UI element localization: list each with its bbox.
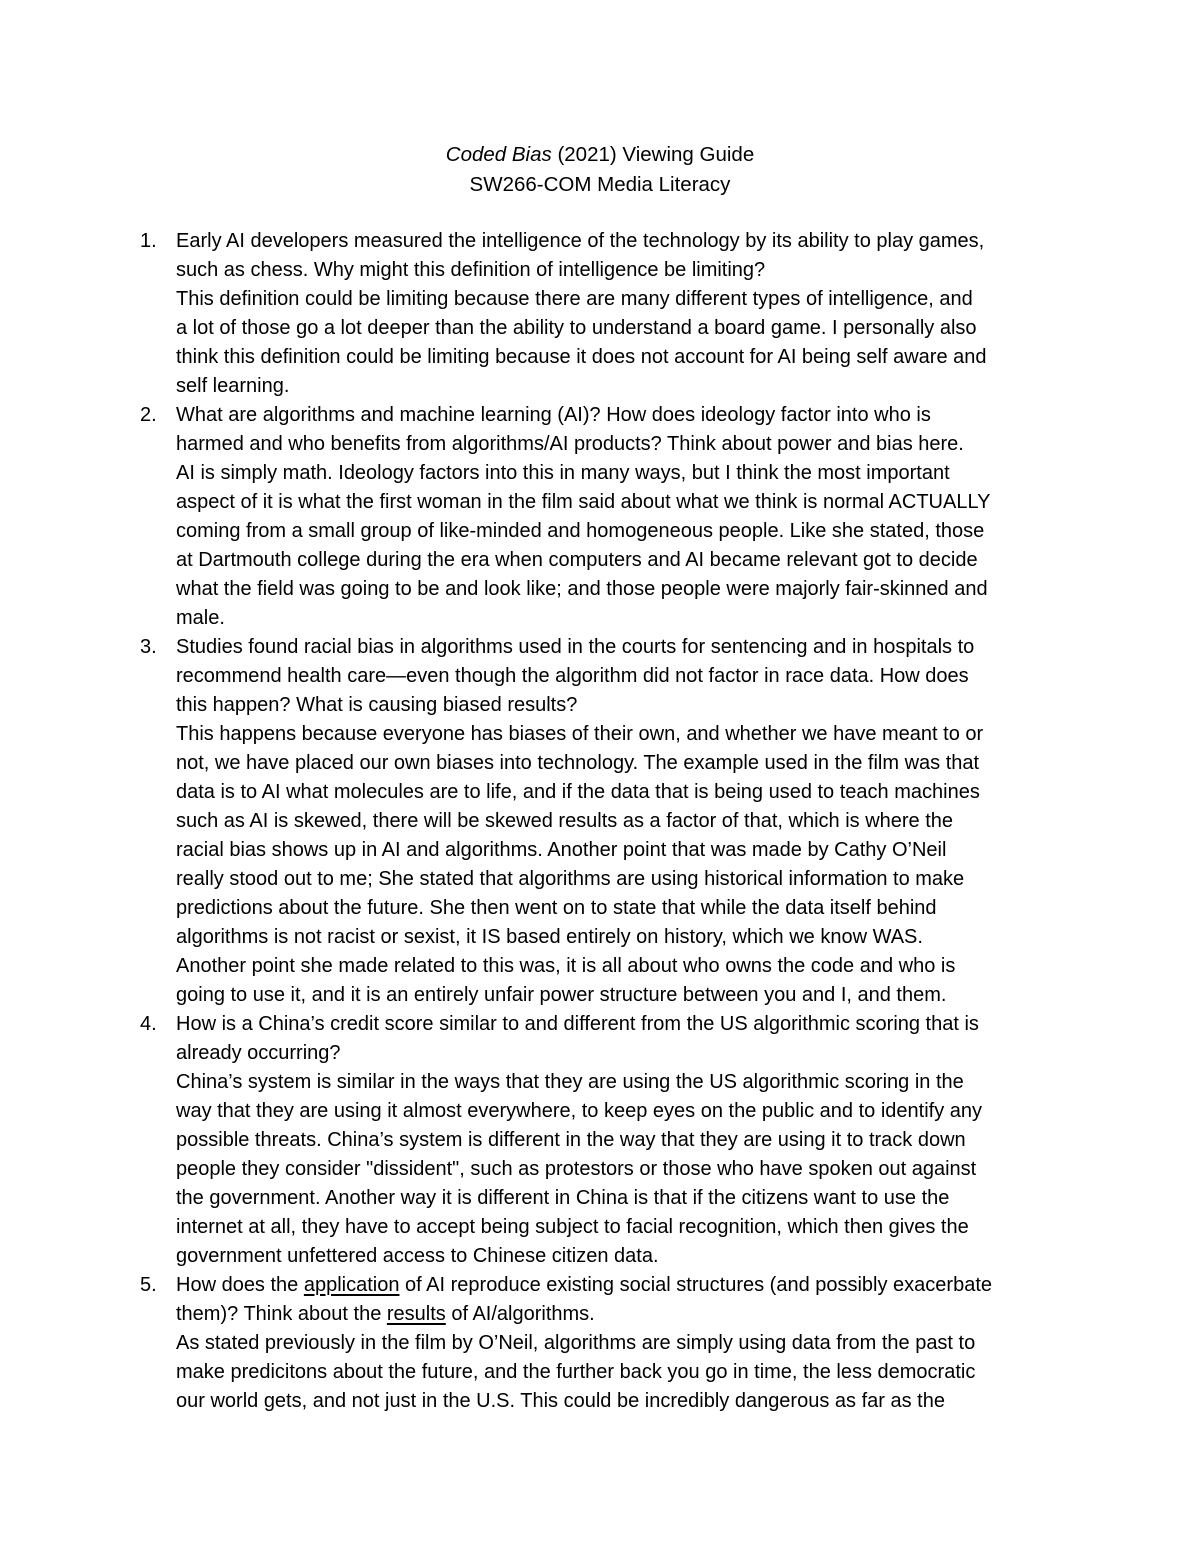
text-line: think this definition could be limiting because it does not account for AI being self aware and [176, 346, 987, 368]
text-line: AI is simply math. Ideology factors into this in many ways, but I think the most important [176, 462, 950, 484]
text-fragment: of AI/algorithms. [445, 1303, 595, 1325]
text-line: at Dartmouth college during the era when computers and AI became relevant got to decide [176, 549, 978, 571]
text-line: our world gets, and not just in the U.S. This could be incredibly dangerous as far as the [176, 1390, 945, 1412]
text-line: really stood out to me; She stated that algorithms are using historical information to make [176, 868, 965, 890]
text-fragment: of AI reproduce existing social structures (and possibly exacerbate [399, 1274, 993, 1296]
question-item [0, 1010, 1200, 1271]
text-line: This happens because everyone has biases of their own, and whether we have meant to or [176, 723, 984, 745]
text-line: data is to AI what molecules are to life, and if the data that is being used to teach machines [176, 781, 980, 803]
text-line: As stated previously in the film by O’Neil, algorithms are simply using data from the past to [176, 1332, 976, 1354]
underlined-term: application [303, 1274, 400, 1296]
text-line: going to use it, and it is an entirely unfair power structure between you and I, and them. [176, 984, 947, 1006]
text-line: possible threats. China’s system is different in the way that they are using it to track down [176, 1129, 966, 1151]
text-line: How is a China’s credit score similar to and different from the US algorithmic scoring that is [176, 1013, 979, 1035]
text-line [176, 1271, 1070, 1300]
film-title: Coded Bias [445, 143, 552, 166]
text-line: algorithms is not racist or sexist, it IS based entirely on history, which we know WAS. [176, 926, 923, 948]
title-suffix: (2021) Viewing Guide [551, 143, 755, 166]
text-line: make predicitons about the future, and the further back you go in time, the less democratic [176, 1361, 976, 1383]
text-line: what the field was going to be and look like; and those people were majorly fair-skinned and [176, 578, 988, 600]
text-line: self learning. [176, 375, 290, 397]
text-line: Studies found racial bias in algorithms used in the courts for sentencing and in hospitals to [176, 636, 975, 658]
text-line: harmed and who benefits from algorithms/AI products? Think about power and bias here. [176, 433, 964, 455]
text-line: government unfettered access to Chinese citizen data. [176, 1245, 659, 1267]
text-fragment: them)? Think about the [176, 1303, 387, 1325]
text-line: not, we have placed our own biases into technology. The example used in the film was that [176, 752, 980, 774]
text-line: predictions about the future. She then went on to state that while the data itself behind [176, 897, 937, 919]
text-line: way that they are using it almost everywhere, to keep eyes on the public and to identify any [176, 1100, 983, 1122]
text-line [176, 1300, 1070, 1329]
question-number: 4. [140, 1013, 157, 1035]
course-name: SW266-COM Media Literacy [469, 173, 731, 196]
text-line: aspect of it is what the first woman in the film said about what we think is normal ACTUALLY [176, 491, 991, 513]
question-number: 3. [140, 636, 157, 658]
title-block [0, 140, 1200, 200]
question-item [0, 401, 1200, 633]
text-line: this happen? What is causing biased results? [176, 694, 578, 716]
question-number: 2. [140, 404, 157, 426]
text-line: the government. Another way it is different in China is that if the citizens want to use the [176, 1187, 950, 1209]
text-line: people they consider "dissident", such as protestors or those who have spoken out against [176, 1158, 977, 1180]
text-line: Another point she made related to this was, it is all about who owns the code and who is [176, 955, 956, 977]
text-line: This definition could be limiting because there are many different types of intelligence, and [176, 288, 973, 310]
question-item [0, 227, 1200, 401]
text-line: such as AI is skewed, there will be skewed results as a factor of that, which is where the [176, 810, 954, 832]
question-list [0, 227, 1200, 1416]
text-line: Early AI developers measured the intelligence of the technology by its ability to play games, [176, 230, 985, 252]
question-number: 1. [140, 230, 157, 252]
text-line: male. [176, 607, 225, 629]
text-line: racial bias shows up in AI and algorithms. Another point that was made by Cathy O’Neil [176, 839, 947, 861]
question-item [0, 1271, 1200, 1416]
text-fragment: How does the [176, 1274, 304, 1296]
question-number: 5. [140, 1274, 157, 1296]
text-line: China’s system is similar in the ways that they are using the US algorithmic scoring in the [176, 1071, 964, 1093]
text-line: recommend health care—even though the algorithm did not factor in race data. How does [176, 665, 969, 687]
text-line: such as chess. Why might this definition of intelligence be limiting? [176, 259, 766, 281]
text-line: a lot of those go a lot deeper than the ability to understand a board game. I personally also [176, 317, 977, 339]
text-line: What are algorithms and machine learning (AI)? How does ideology factor into who is [176, 404, 931, 426]
text-line: coming from a small group of like-minded and homogeneous people. Like she stated, those [176, 520, 985, 542]
text-line: internet at all, they have to accept being subject to facial recognition, which then gives the [176, 1216, 969, 1238]
underlined-term: results [386, 1303, 446, 1325]
text-line: already occurring? [176, 1042, 341, 1064]
document-title [0, 140, 1200, 170]
question-item [0, 633, 1200, 1010]
